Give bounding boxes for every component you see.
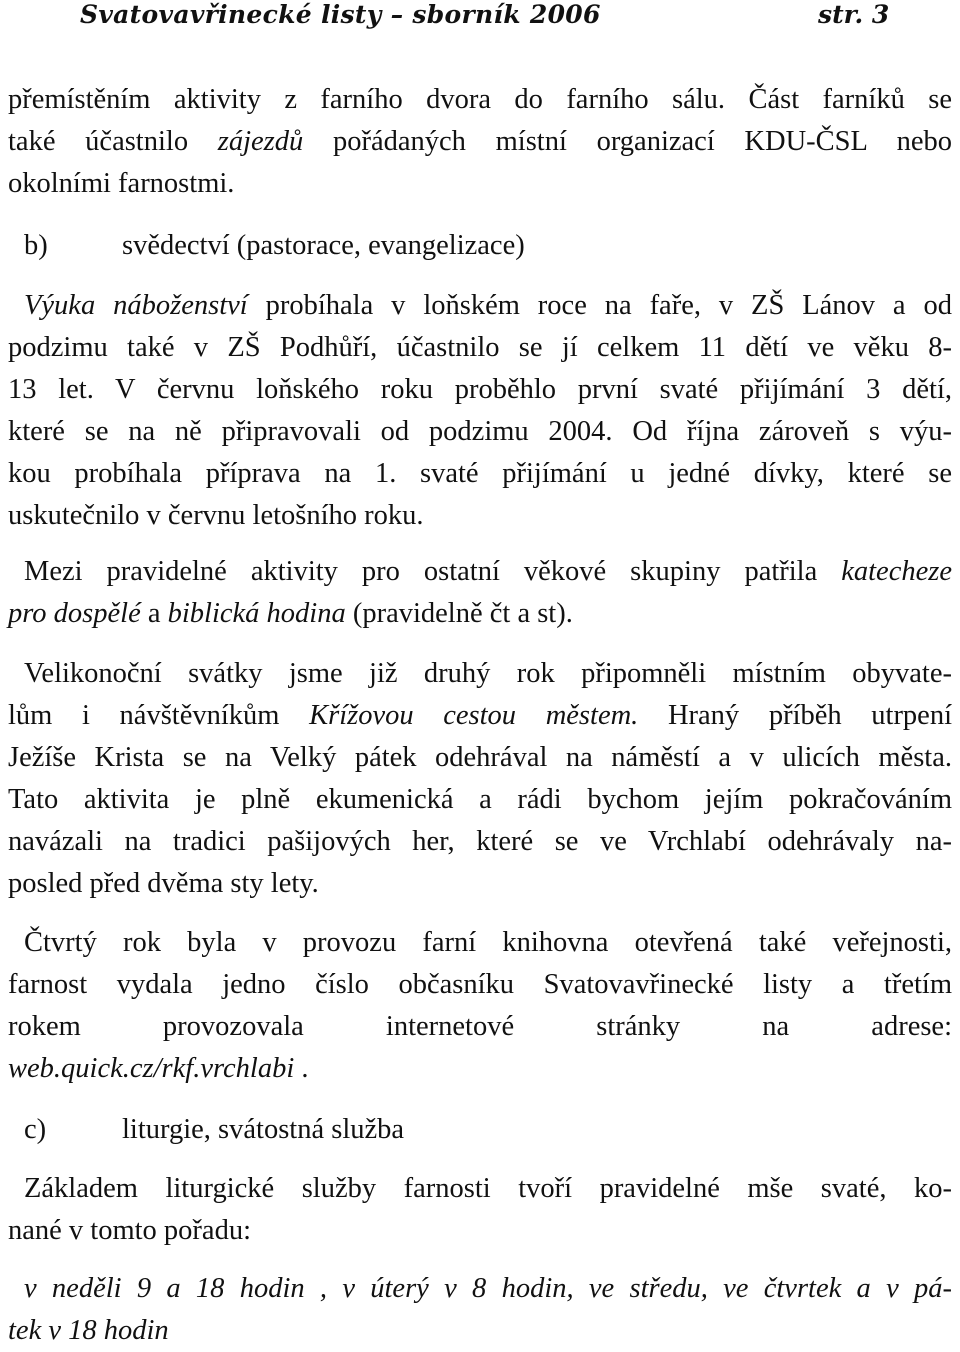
text-line: uskutečnilo v červnu letošního roku. <box>8 500 424 531</box>
section-heading-b <box>8 225 952 267</box>
text-line: tek v 18 hodin <box>8 1315 169 1346</box>
text-line: nané v tomto pořadu: <box>8 1215 251 1246</box>
text-line: lům i návštěvníkům Křížovou cestou městem. Hraný příběh utrpení <box>8 700 953 731</box>
emphasis: pro dospělé <box>8 598 141 629</box>
text-line: Čtvrtý rok byla v provozu farní knihovna otevřená také veřejnosti, <box>24 927 952 958</box>
page-header <box>0 0 960 36</box>
text-line: rokem provozovala internetové stránky na adrese: <box>8 1011 952 1042</box>
text-line: farnost vydala jedno číslo občasníku Svatovavřinecké listy a třetím <box>8 969 952 1000</box>
web-address: web.quick.cz/rkf.vrchlabi <box>8 1053 295 1084</box>
text-line: Výuka náboženství probíhala v loňském roce na faře, v ZŠ Lánov a od <box>24 290 952 321</box>
text-line: web.quick.cz/rkf.vrchlabi . <box>8 1053 309 1084</box>
text-line: přemístěním aktivity z farního dvora do farního sálu. Část farníků se <box>8 84 952 115</box>
emphasis: biblická hodina <box>167 598 346 629</box>
text-line: Základem liturgické služby farnosti tvoří pravidelné mše svaté, ko- <box>24 1173 952 1204</box>
text-line: Mezi pravidelné aktivity pro ostatní věkové skupiny patřila katecheze <box>24 556 952 587</box>
section-heading-c <box>8 1109 952 1151</box>
text-line: okolními farnostmi. <box>8 168 235 199</box>
text-line: pro dospělé a biblická hodina (pravidelně čt a st). <box>8 598 573 629</box>
text-line: 13 let. V červnu loňského roku proběhlo první svaté přijímání 3 dětí, <box>8 374 952 405</box>
text-line: také účastnilo zájezdů pořádaných místní organizací KDU-ČSL nebo <box>8 126 952 157</box>
page-number: str. 3 <box>818 0 890 29</box>
text-line: v neděli 9 a 18 hodin , v úterý v 8 hodin, ve středu, ve čtvrtek a v pá- <box>24 1273 952 1304</box>
publication-title: Svatovavřinecké listy – sborník 2006 <box>80 0 601 29</box>
section-label: c) <box>24 1114 47 1145</box>
text-line: kou probíhala příprava na 1. svaté přijímání u jedné dívky, které se <box>8 458 952 489</box>
text-line: Ježíše Krista se na Velký pátek odehrával na náměstí a v ulicích města. <box>8 742 952 773</box>
emphasis: Výuka náboženství <box>24 290 248 321</box>
text-line: které se na ně připravovali od podzimu 2004. Od října zároveň s výu- <box>8 416 952 447</box>
text-line: navázali na tradici pašijových her, které se ve Vrchlabí odehrávaly na- <box>8 826 952 857</box>
emphasis: zájezdů <box>217 126 304 157</box>
text-line: Velikonoční svátky jsme již druhý rok připomněli místním obyvate- <box>24 658 952 689</box>
text-line: podzimu také v ZŠ Podhůří, účastnilo se jí celkem 11 dětí ve věku 8- <box>8 332 952 363</box>
section-title: liturgie, svátostná služba <box>122 1114 405 1145</box>
emphasis: katecheze <box>841 556 952 587</box>
section-title: svědectví (pastorace, evangelizace) <box>122 230 525 261</box>
text-line: Tato aktivita je plně ekumenická a rádi bychom jejím pokračováním <box>8 784 952 815</box>
text-line: posled před dvěma sty lety. <box>8 868 319 899</box>
emphasis: Křížovou cestou městem. <box>309 700 639 731</box>
section-label: b) <box>24 230 48 261</box>
